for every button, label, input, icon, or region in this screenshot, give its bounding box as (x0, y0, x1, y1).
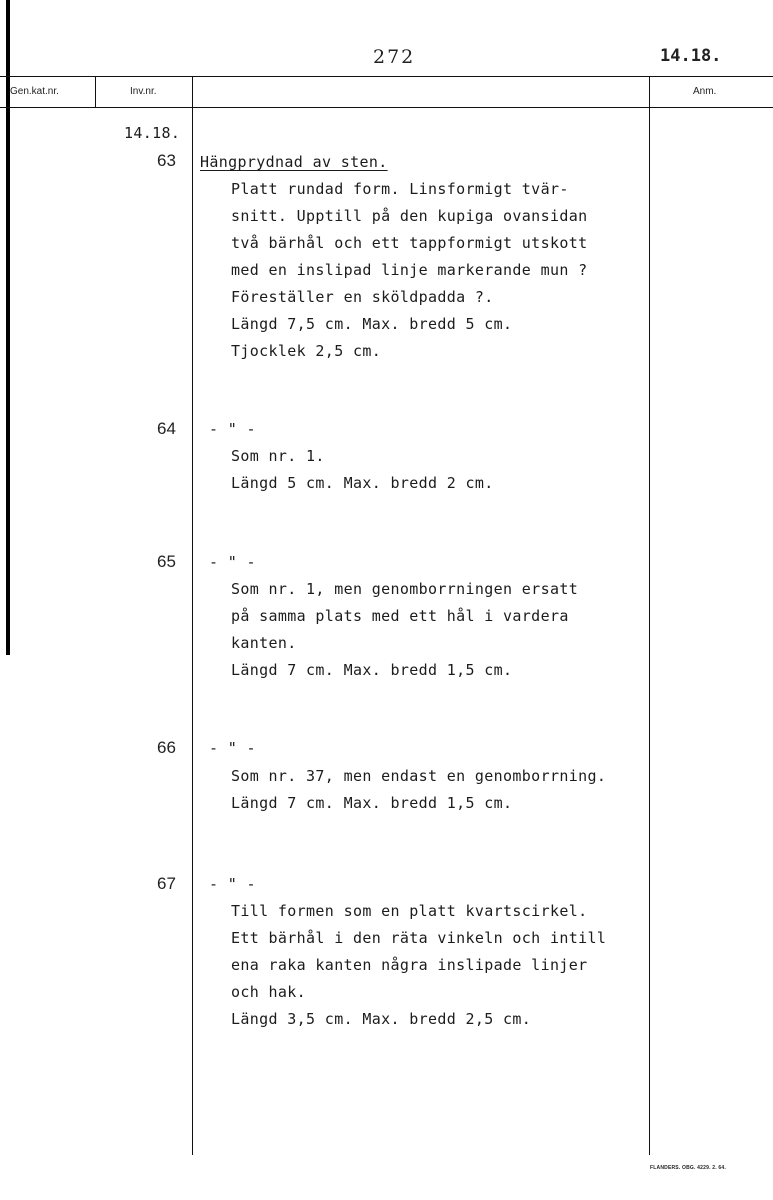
entry-line: Som nr. 1, men genomborrningen ersatt (231, 580, 579, 598)
column-rule-1 (95, 76, 96, 107)
ditto-heading: - " - (209, 420, 256, 438)
column-header-anm: Anm. (693, 86, 717, 97)
entry-line: Som nr. 1. (231, 447, 325, 465)
entry-line: Längd 3,5 cm. Max. bredd 2,5 cm. (231, 1010, 532, 1028)
entry-line: Längd 7 cm. Max. bredd 1,5 cm. (231, 794, 513, 812)
entry-line: kanten. (231, 634, 297, 652)
entry-line: med en inslipad linje markerande mun ? (231, 261, 588, 279)
column-header-gen-kat-nr: Gen.kat.nr. (10, 86, 59, 97)
entry-line: Längd 7 cm. Max. bredd 1,5 cm. (231, 661, 513, 679)
page-number: 272 (373, 46, 416, 68)
entry-line: på samma plats med ett hål i vardera (231, 607, 569, 625)
header-bottom-rule (0, 107, 773, 108)
entry-heading: Hängprydnad av sten. (200, 153, 388, 171)
entry-line: och hak. (231, 983, 307, 1001)
entry-line: ena raka kanten några inslipade linjer (231, 956, 588, 974)
ditto-heading: - " - (209, 875, 256, 893)
column-header-inv-nr: Inv.nr. (130, 86, 157, 97)
entry-line: Tjocklek 2,5 cm. (231, 342, 382, 360)
entry-line: Till formen som en platt kvartscirkel. (231, 902, 588, 920)
inv-number: 63 (157, 151, 176, 170)
inv-number: 66 (157, 738, 176, 757)
entry-line: Platt rundad form. Linsformigt tvär- (231, 180, 569, 198)
entry-line: Längd 5 cm. Max. bredd 2 cm. (231, 474, 494, 492)
ditto-heading: - " - (209, 739, 256, 757)
entry-line: Föreställer en sköldpadda ?. (231, 288, 494, 306)
group-reference: 14.18. (124, 124, 181, 142)
entry-line: snitt. Upptill på den kupiga ovansidan (231, 207, 588, 225)
entry-line: Ett bärhål i den räta vinkeln och intill (231, 929, 607, 947)
entry-line: två bärhål och ett tappformigt utskott (231, 234, 588, 252)
column-rule-3 (649, 76, 650, 1155)
printer-mark: FLANDERS. OBG. 4229. 2. 64. (650, 1165, 726, 1171)
column-rule-2 (192, 76, 193, 1155)
header-top-rule (0, 76, 773, 77)
ditto-heading: - " - (209, 553, 256, 571)
binding-edge-mark (6, 0, 10, 655)
page-group-ref: 14.18. (660, 46, 722, 66)
inv-number: 67 (157, 874, 176, 893)
entry-line: Som nr. 37, men endast en genomborrning. (231, 767, 607, 785)
entry-line: Längd 7,5 cm. Max. bredd 5 cm. (231, 315, 513, 333)
inv-number: 64 (157, 419, 176, 438)
inv-number: 65 (157, 552, 176, 571)
